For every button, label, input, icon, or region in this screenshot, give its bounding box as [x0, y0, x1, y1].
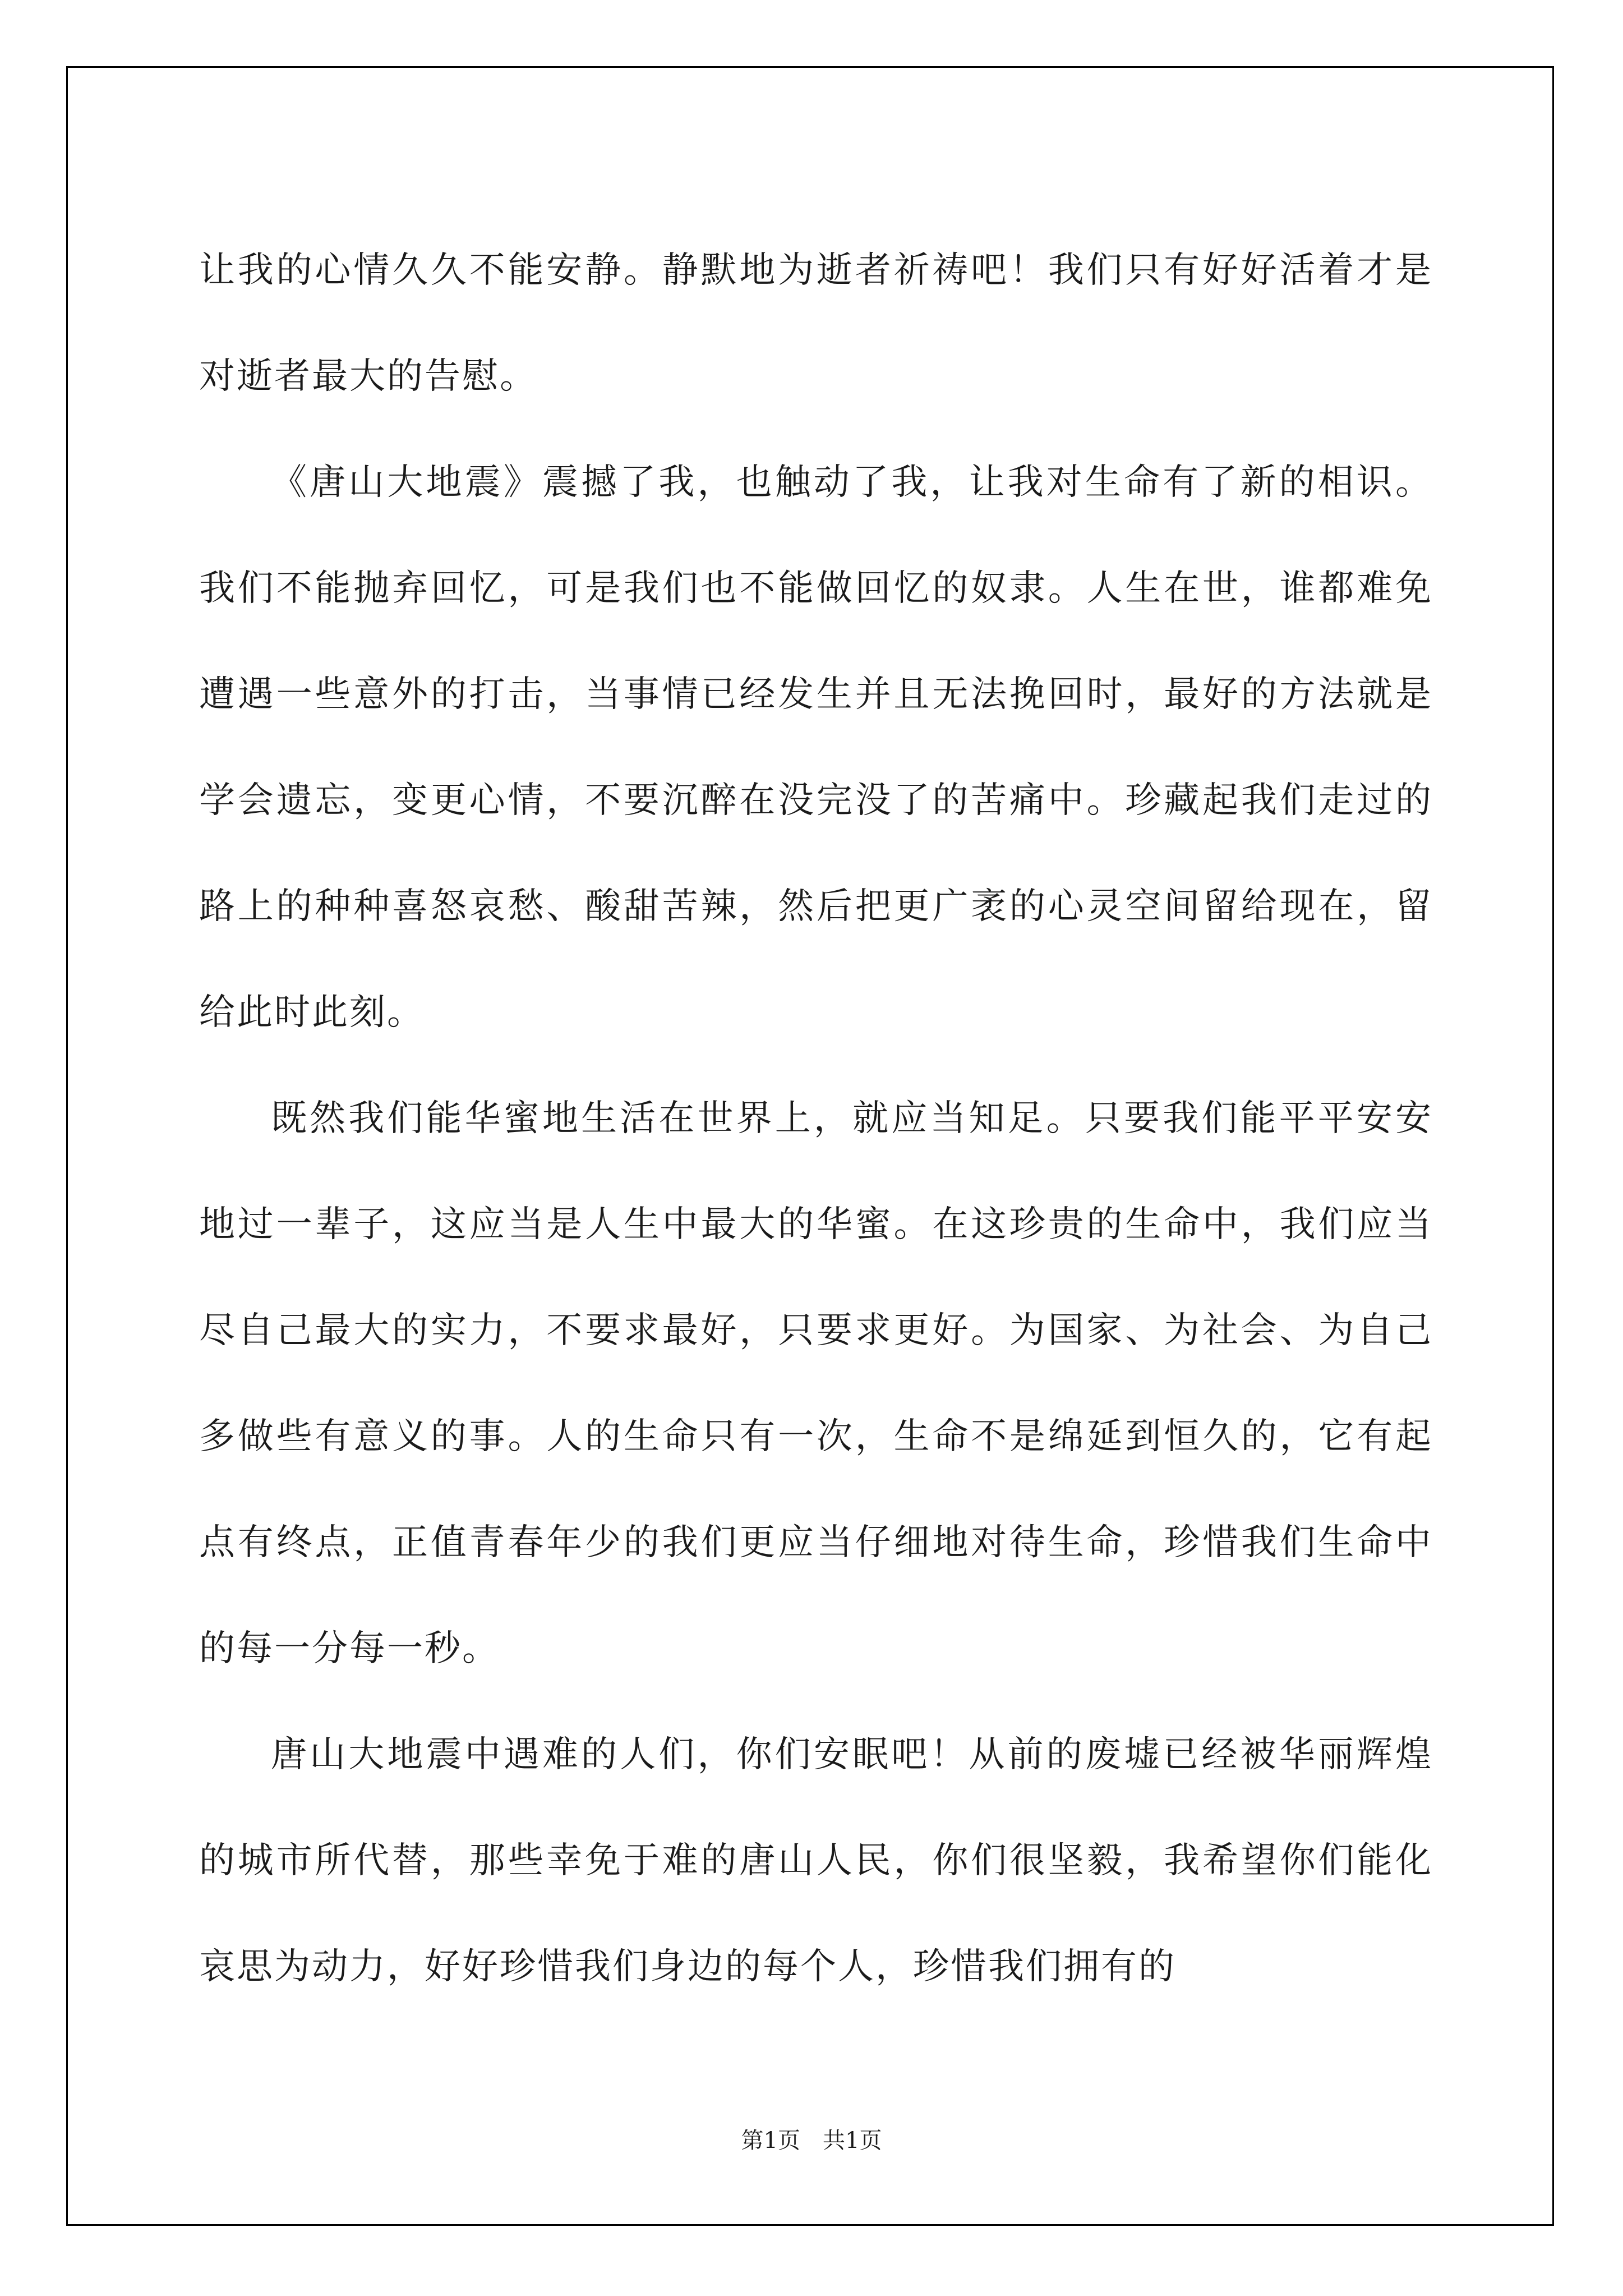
page-footer	[0, 2127, 1623, 2154]
paragraph-2: 《唐山大地震》震撼了我，也触动了我，让我对生命有了新的相识。我们不能抛弃回忆，可是我们也不能做回忆的奴隶。人生在世，谁都难免遭遇一些意外的打击，当事情已经发生并且无法挽回时，最好的方法就是学会遗忘，变更心情，不要沉醉在没完没了的苦痛中。珍藏起我们走过的路上的种种喜怒哀愁、酸甜苦辣，然后把更广袤的心灵空间留给现在，留给此时此刻。	[199, 462, 1433, 1033]
paragraph-3: 既然我们能华蜜地生活在世界上，就应当知足。只要我们能平平安安地过一辈子，这应当是人生中最大的华蜜。在这珍贵的生命中，我们应当尽自己最大的实力，不要求最好，只要求更好。为国家、为社会、为自己多做些有意义的事。人的生命只有一次，生命不是绵延到恒久的，它有起点有终点，正值青春年少的我们更应当仔细地对待生命，珍惜我们生命中的每一分每一秒。	[199, 1098, 1433, 1669]
paragraph-1: 让我的心情久久不能安静。静默地为逝者祈祷吧！我们只有好好活着才是对逝者最大的告慰。	[199, 250, 1433, 397]
paragraph-4: 唐山大地震中遇难的人们，你们安眠吧！从前的废墟已经被华丽辉煌的城市所代替，那些幸免于难的唐山人民，你们很坚毅，我希望你们能化哀思为动力，好好珍惜我们身边的每个人，珍惜我们拥有的	[199, 1734, 1433, 1987]
page-number-current: 第1页	[741, 2128, 800, 2154]
page-number-total: 共1页	[823, 2128, 882, 2154]
document-body	[199, 218, 1433, 2020]
